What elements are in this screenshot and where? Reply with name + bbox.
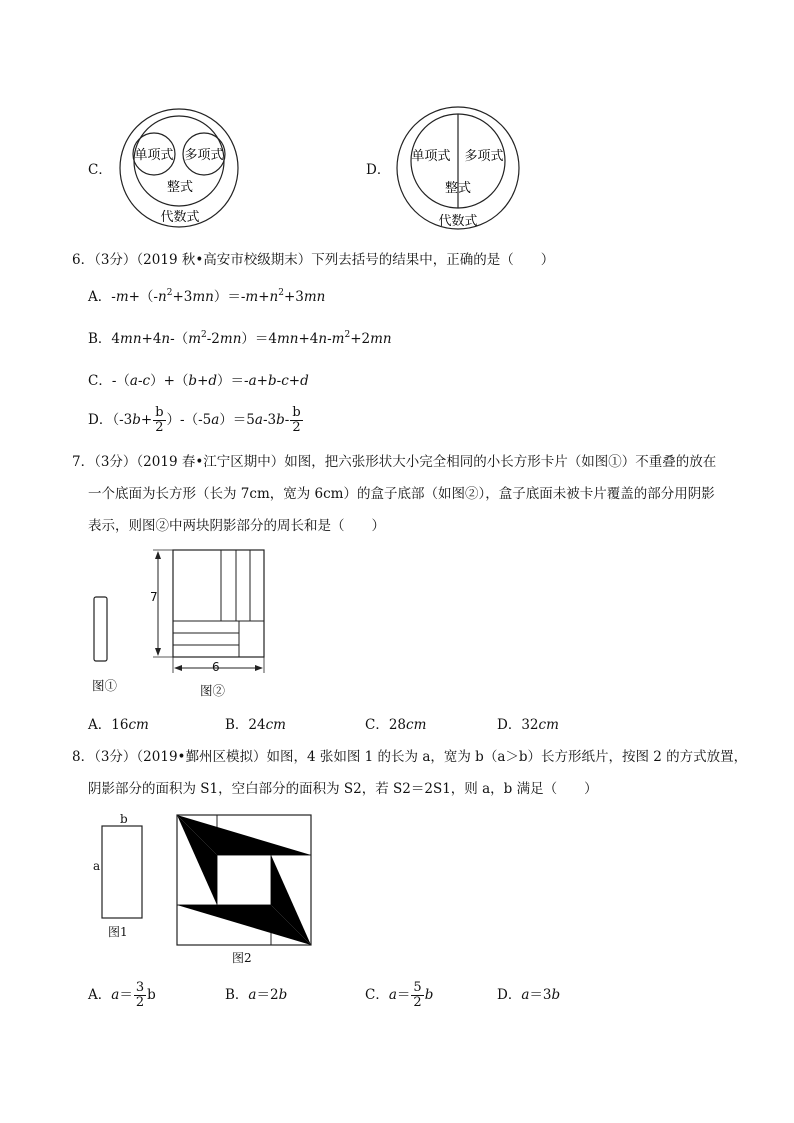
left-arrow-icon — [174, 665, 182, 671]
down-arrow-icon — [155, 648, 161, 656]
q7-dimension-width: 6 — [212, 660, 220, 674]
q8-option-b: B．a＝2b — [225, 987, 288, 1003]
q7-option-b: B．24cm — [225, 717, 286, 733]
q8-figure-2 — [174, 812, 316, 946]
q7-stem-line3: 表示，则图②中两块阴影部分的周长和是（ ） — [88, 518, 385, 534]
q5-option-d-label: D． — [366, 162, 391, 178]
q6-option-c-expr: -（a-c）+（b+d）＝-a+b-c+d — [111, 373, 309, 389]
q6-d-fraction-1: $\frac{b}{2}$ — [155, 405, 164, 435]
q8-side-b-label: b — [120, 812, 128, 826]
q6-option-c — [88, 371, 309, 391]
algebraic-text: 代数式 — [438, 214, 478, 229]
q8-option-a: A．a＝ $\frac{3}{2}$ b — [88, 980, 156, 1010]
q7-stem-line2: 一个底面为长方形（长为 7cm，宽为 6cm）的盒子底部（如图②），盒子底面未被卡片覆盖的部分用阴影 — [88, 486, 715, 502]
q8-option-c: C．a＝ $\frac{5}{2}$ b — [365, 980, 434, 1010]
q5-option-c-diagram — [118, 105, 240, 230]
right-arrow-icon — [255, 665, 263, 671]
integral-text: 整式 — [444, 181, 472, 196]
q8-side-a-label: a — [93, 859, 101, 873]
q8-c-fraction: $\frac{5}{2}$ — [413, 980, 422, 1010]
q7-dimension-height: 7 — [150, 590, 158, 604]
integral-text: 整式 — [166, 180, 194, 195]
polynomial-text: 多项式 — [184, 148, 224, 163]
q7-stem-line1: 7．（3分）（2019 春•江宁区期中）如图，把六张形状大小完全相同的小长方形卡片（如图①）不重叠的放在 — [72, 454, 717, 470]
q5-option-c-label: C． — [88, 162, 112, 178]
q5-option-d-diagram — [394, 104, 522, 232]
q8-figure-1-label: 图1 — [108, 925, 128, 939]
monomial-text: 单项式 — [411, 149, 451, 164]
q6-option-d-label: D． — [88, 412, 113, 428]
q7-figure-1-card — [90, 595, 112, 663]
q8-a-fraction: $\frac{3}{2}$ — [135, 980, 145, 1010]
algebraic-text: 代数式 — [160, 210, 200, 225]
q7-figure-1-label: 图① — [92, 678, 118, 693]
q7-option-c: C．28cm — [365, 717, 427, 733]
q6-stem: 6．（3分）（2019 秋•高安市校级期末）下列去括号的结果中，正确的是（ ） — [72, 252, 555, 268]
q7-figure-2-label: 图② — [200, 683, 226, 698]
q7-option-a: A．16cm — [88, 717, 149, 733]
q8-stem-line1: 8．（3分）（2019•鄞州区模拟）如图，4 张如图 1 的长为 a，宽为 b（a＞b）长方形纸片，按图 2 的方式放置， — [72, 749, 748, 765]
q6-option-c-label: C． — [88, 373, 112, 389]
q8-stem-line2: 阴影部分的面积为 S1，空白部分的面积为 S2，若 S2＝2S1，则 a，b 满足（ ） — [88, 781, 598, 797]
q6-option-d: D．（-3b+ $\frac{b}{2}$ ）-（-5a）＝5a-3b- $\frac{b}{2}$ — [88, 405, 301, 435]
q6-option-b-label: B． — [88, 331, 112, 347]
q6-option-b — [88, 329, 392, 349]
q7-figure-2 — [150, 545, 270, 685]
polynomial-text: 多项式 — [464, 149, 504, 164]
q6-d-fraction-2: $\frac{b}{2}$ — [292, 405, 301, 435]
q6-option-a-expr: $-m+(-n^2+3mn)=-m+n^2+3mn$ — [111, 288, 326, 305]
q7-option-d: D．32cm — [497, 717, 559, 733]
up-arrow-icon — [155, 551, 161, 559]
q8-figure-2-label: 图2 — [232, 951, 252, 965]
q8-option-d: D．a＝3b — [497, 987, 561, 1003]
inner-square — [217, 855, 271, 905]
q6-option-a-label: A． — [88, 289, 112, 305]
q6-option-a — [88, 287, 325, 307]
q6-option-b-expr: $4mn+4n-(m^2-2mn)=4mn+4n-m^2+2mn$ — [111, 330, 392, 347]
rectangle-a-b — [102, 826, 142, 918]
monomial-text: 单项式 — [134, 148, 174, 163]
